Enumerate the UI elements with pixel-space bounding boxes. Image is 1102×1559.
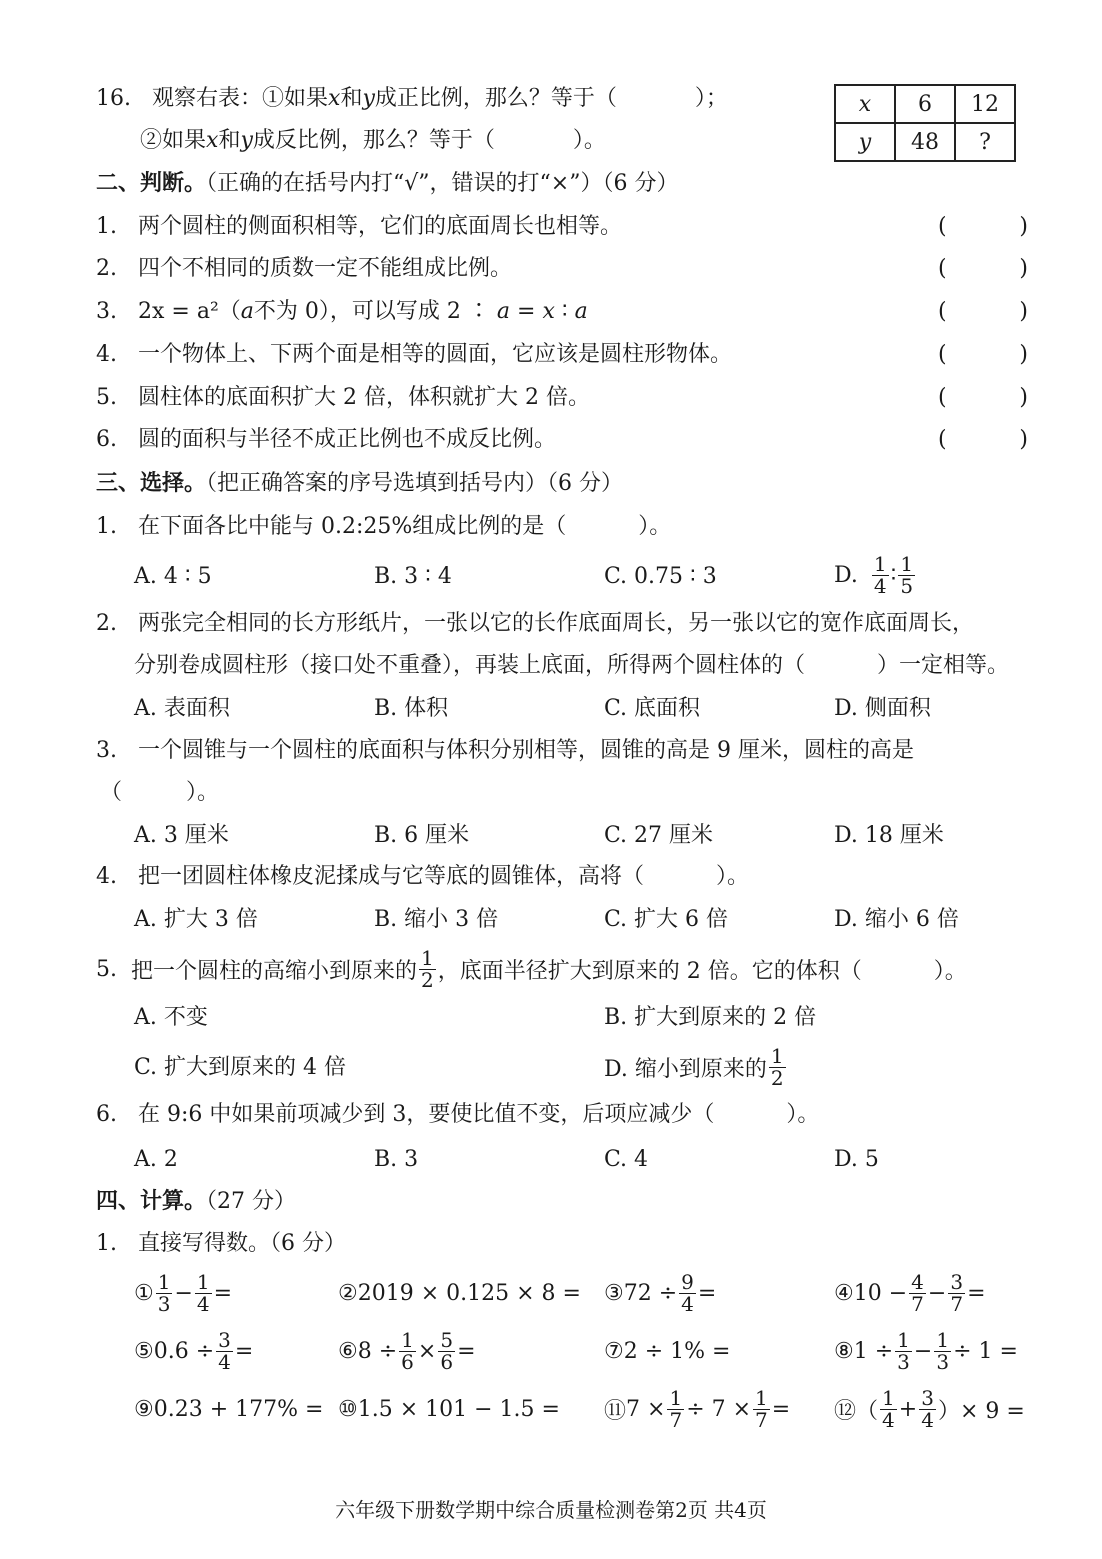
option-a[interactable]: A. 不变 bbox=[134, 1005, 208, 1030]
fraction: $\frac{3}{4}$ bbox=[218, 1327, 231, 1374]
expr-8: ⑧ 1 ÷ $\frac{1}{3}$ − $\frac{1}{3}$ ÷ 1 = bbox=[834, 1327, 1018, 1374]
section2-header: 二、判断。（正确的在括号内打“√”，错误的打“×”）（6 分） bbox=[96, 170, 679, 196]
expr-7: ⑦ 2 ÷ 1% = bbox=[604, 1338, 731, 1364]
fraction: $\frac{1}{3}$ bbox=[157, 1269, 171, 1316]
expr-5: ⑤ 0.6 ÷ $\frac{3}{4}$ = bbox=[134, 1327, 254, 1374]
expr-3: ③ 72 ÷ $\frac{9}{4}$ = bbox=[604, 1269, 717, 1316]
fraction: $\frac{1}{6}$ bbox=[401, 1327, 414, 1374]
expr-4: ④ 10 − $\frac{4}{7}$ − $\frac{3}{7}$ = bbox=[834, 1269, 986, 1316]
answer-paren[interactable]: ( ) bbox=[938, 385, 1028, 410]
option-c[interactable]: C. 4 bbox=[604, 1147, 649, 1172]
table-cell: ? bbox=[955, 123, 1015, 161]
fraction: $\frac{3}{7}$ bbox=[950, 1269, 964, 1316]
option-d[interactable]: D. 18 厘米 bbox=[834, 823, 944, 848]
calc-sub1: 1. 直接写得数。（6 分） bbox=[96, 1231, 346, 1256]
table-row bbox=[835, 123, 1015, 161]
fraction: $\frac{1}{3}$ bbox=[897, 1327, 910, 1374]
expr-1: ① $\frac{1}{3}$ − $\frac{1}{4}$ = bbox=[134, 1269, 233, 1316]
expr-2: ② 2019 × 0.125 × 8 = bbox=[338, 1280, 581, 1306]
table-cell: 6 bbox=[895, 85, 955, 123]
section3-header: 三、选择。（把正确答案的序号选填到括号内）（6 分） bbox=[96, 470, 624, 496]
fraction: $\frac{9}{4}$ bbox=[681, 1269, 694, 1316]
option-a[interactable]: A. 3 厘米 bbox=[134, 823, 229, 848]
expr-6: ⑥ 8 ÷ $\frac{1}{6}$ × $\frac{5}{6}$ = bbox=[338, 1327, 476, 1374]
fraction: $\frac{1}{2}$ bbox=[421, 945, 434, 992]
option-d[interactable]: D. 缩小 6 倍 bbox=[834, 907, 959, 932]
fraction: $\frac{3}{4}$ bbox=[921, 1385, 934, 1432]
expr-11: ⑪ 7 × $\frac{1}{7}$ ÷ 7 × $\frac{1}{7}$ = bbox=[604, 1385, 791, 1432]
page-footer: 六年级下册数学期中综合质量检测卷第2页 共4页 bbox=[335, 1498, 767, 1522]
expr-10: ⑩ 1.5 × 101 − 1.5 = bbox=[338, 1396, 560, 1422]
choice-q4: 4. 把一团圆柱体橡皮泥揉成与它等底的圆锥体，高将（ ）。 bbox=[96, 864, 750, 889]
judge-item-6: 6. 圆的面积与半径不成正比例也不成反比例。 bbox=[96, 427, 557, 452]
option-a[interactable]: A. 表面积 bbox=[134, 696, 230, 721]
answer-paren[interactable]: ( ) bbox=[938, 342, 1028, 367]
answer-paren[interactable]: ( ) bbox=[938, 214, 1028, 239]
fraction: $\frac{1}{4}$ bbox=[882, 1385, 895, 1432]
option-b[interactable]: B. 体积 bbox=[374, 696, 449, 721]
option-b[interactable]: B. 缩小 3 倍 bbox=[374, 907, 499, 932]
option-b[interactable]: B. 3 bbox=[374, 1147, 419, 1172]
table-cell: 48 bbox=[895, 123, 955, 161]
table-cell: 12 bbox=[955, 85, 1015, 123]
judge-item-2: 2. 四个不相同的质数一定不能组成比例。 bbox=[96, 256, 513, 281]
option-b[interactable]: B. 6 厘米 bbox=[374, 823, 470, 848]
xy-table bbox=[834, 84, 1016, 162]
table-row bbox=[835, 85, 1015, 123]
option-c[interactable]: C. 扩大 6 倍 bbox=[604, 907, 729, 932]
choice-q3-line2: （ ）。 bbox=[100, 780, 220, 805]
fraction: $\frac{5}{6}$ bbox=[440, 1327, 454, 1374]
option-b[interactable]: B. 3 ∶ 4 bbox=[374, 564, 452, 589]
expr-9: ⑨ 0.23 + 177% = bbox=[134, 1396, 324, 1422]
option-c[interactable]: C. 底面积 bbox=[604, 696, 701, 721]
choice-q2-line1: 2. 两张完全相同的长方形纸片，一张以它的长作底面周长，另一张以它的宽作底面周长， bbox=[96, 611, 975, 636]
option-d[interactable]: D. $\frac{1}{4}$ ∶ $\frac{1}{5}$ bbox=[834, 551, 914, 598]
choice-q6: 6. 在 9:6 中如果前项减少到 3，要使比值不变，后项应减少（ ）。 bbox=[96, 1102, 820, 1127]
judge-item-1: 1. 两个圆柱的侧面积相等，它们的底面周长也相等。 bbox=[96, 214, 623, 239]
option-b[interactable]: B. 扩大到原来的 2 倍 bbox=[604, 1005, 817, 1030]
option-a[interactable]: A. 4 ∶ 5 bbox=[134, 564, 212, 589]
q16-line2: ②如果x和y成反比例，那么？等于（ ）。 bbox=[140, 128, 606, 153]
fraction: $\frac{1}{5}$ bbox=[900, 551, 914, 598]
fraction: $\frac{1}{7}$ bbox=[669, 1385, 683, 1432]
choice-q2-line2: 分别卷成圆柱形（接口处不重叠），再装上底面，所得两个圆柱体的（ ）一定相等。 bbox=[134, 653, 1010, 678]
answer-paren[interactable]: ( ) bbox=[938, 427, 1028, 452]
table-cell: y bbox=[835, 123, 895, 161]
option-d[interactable]: D. 侧面积 bbox=[834, 696, 931, 721]
option-c[interactable]: C. 扩大到原来的 4 倍 bbox=[134, 1055, 347, 1080]
option-c[interactable]: C. 0.75 ∶ 3 bbox=[604, 564, 717, 589]
expr-12: ⑫ （ $\frac{1}{4}$ + $\frac{3}{4}$ ）× 9 = bbox=[834, 1385, 1025, 1432]
judge-item-5: 5. 圆柱体的底面积扩大 2 倍，体积就扩大 2 倍。 bbox=[96, 385, 590, 410]
option-c[interactable]: C. 27 厘米 bbox=[604, 823, 714, 848]
fraction: $\frac{1}{2}$ bbox=[770, 1043, 784, 1090]
judge-item-4: 4. 一个物体上、下两个面是相等的圆面，它应该是圆柱形物体。 bbox=[96, 342, 733, 367]
fraction: $\frac{1}{7}$ bbox=[755, 1385, 768, 1432]
option-a[interactable]: A. 2 bbox=[134, 1147, 178, 1172]
fraction: $\frac{1}{4}$ bbox=[873, 551, 887, 598]
choice-q3-line1: 3. 一个圆锥与一个圆柱的底面积与体积分别相等，圆锥的高是 9 厘米，圆柱的高是 bbox=[96, 738, 914, 763]
table-cell: x bbox=[835, 85, 895, 123]
choice-q5: 5. 把一个圆柱的高缩小到原来的 $\frac{1}{2}$ ，底面半径扩大到原来的 2 倍。它的体积（ ）。 bbox=[96, 945, 967, 992]
answer-paren[interactable]: ( ) bbox=[938, 299, 1028, 324]
fraction: $\frac{4}{7}$ bbox=[911, 1269, 924, 1316]
judge-item-3: 3. 2x = a²（a不为 0），可以写成 2 ∶ a = x ∶ a bbox=[96, 299, 588, 324]
fraction: $\frac{1}{4}$ bbox=[196, 1269, 210, 1316]
option-a[interactable]: A. 扩大 3 倍 bbox=[134, 907, 258, 932]
option-d[interactable]: D. 5 bbox=[834, 1147, 879, 1172]
section4-header: 四、计算。（27 分） bbox=[96, 1188, 297, 1214]
q16-line1: 16. 观察右表：①如果x和y成正比例，那么？等于（ ）； bbox=[96, 86, 728, 111]
fraction: $\frac{1}{3}$ bbox=[936, 1327, 950, 1374]
option-d[interactable]: D. 缩小到原来的 $\frac{1}{2}$ bbox=[604, 1043, 784, 1090]
answer-paren[interactable]: ( ) bbox=[938, 256, 1028, 281]
choice-q1: 1. 在下面各比中能与 0.2:25%组成比例的是（ ）。 bbox=[96, 514, 672, 539]
